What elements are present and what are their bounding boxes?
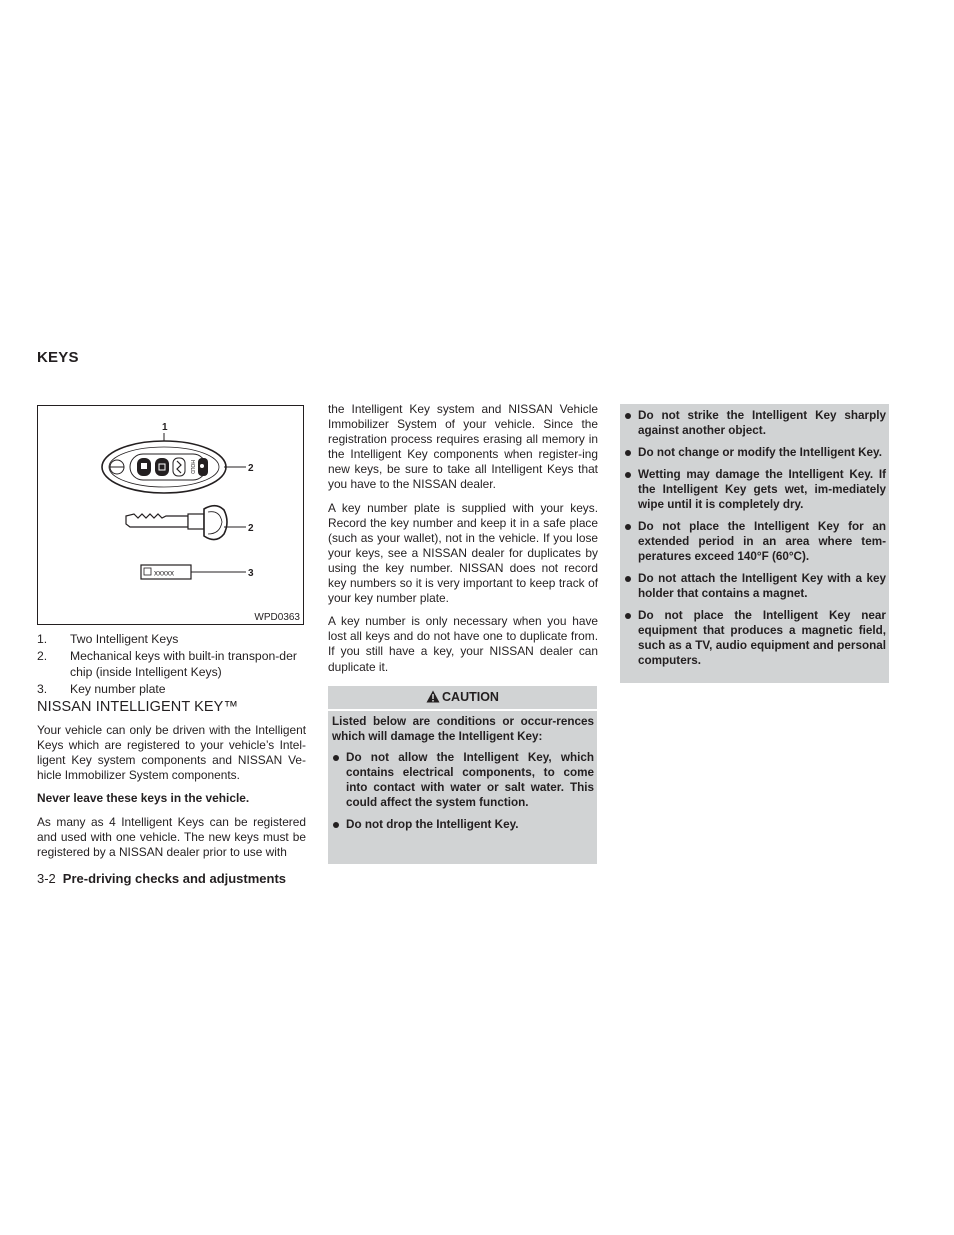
column-2 — [328, 402, 598, 683]
plate-text: xxxxx — [154, 568, 174, 578]
key-number-plate-icon — [141, 565, 191, 579]
caution-header — [328, 686, 597, 711]
page-footer — [37, 871, 286, 886]
caution-item: Do not strike the Intelligent Key sharply against another object. — [624, 408, 886, 438]
figure-legend — [37, 631, 305, 697]
keys-drawing — [38, 406, 305, 626]
paragraph: Your vehicle can only be driven with the Intelligent Keys which are registered to your vehicle’s Intel-ligent Key system components and NISSAN Ve-hicle Immobilizer System components. — [37, 723, 306, 783]
intelligent-key-icon — [102, 441, 226, 493]
bullet-icon — [333, 822, 339, 828]
caution-item: Do not drop the Intelligent Key. — [332, 817, 594, 832]
bullet-icon — [333, 755, 339, 761]
bullet-icon — [625, 576, 631, 582]
fob-hold-label: HOLD — [189, 460, 195, 474]
subsection-heading: NISSAN INTELLIGENT KEY™ — [37, 699, 239, 715]
legend-item: 2. Mechanical keys with built-in transpon-der chip (inside Intelligent Keys) — [37, 648, 297, 679]
caution-title: CAUTION — [442, 690, 499, 704]
paragraph: A key number is only necessary when you have lost all keys and do not have one to duplicate from. If you still have a key, your NISSAN dealer can duplicate it. — [328, 614, 598, 674]
legend-item: 1. Two Intelligent Keys — [37, 632, 179, 646]
callout-3: 3 — [248, 568, 254, 579]
warning-triangle-icon — [426, 690, 440, 703]
caution-intro: Listed below are conditions or occur-rences which will damage the Intelligent Key: — [332, 715, 594, 743]
bullet-icon — [625, 524, 631, 530]
callout-2b: 2 — [248, 523, 254, 534]
caution-list — [332, 750, 594, 832]
bullet-icon — [625, 613, 631, 619]
bullet-icon — [625, 450, 631, 456]
figure-code: WPD0363 — [254, 612, 300, 623]
paragraph: A key number plate is supplied with your keys. Record the key number and keep it in a safe place (such as your wallet), not in the vehicle. If you lose your keys, see a NISSAN dealer for duplicates by using the key number. NISSAN does not record key numbers so it is very important to keep track of your key number plate. — [328, 500, 598, 606]
legend-item: 3. Key number plate — [37, 681, 166, 696]
caution-body — [328, 711, 597, 832]
caution-item: Wetting may damage the Intelligent Key. If the Intelligent Key gets wet, im-mediately wipe until it is completely dry. — [624, 467, 886, 512]
callout-2a: 2 — [248, 463, 254, 474]
chapter-title: Pre-driving checks and adjustments — [62, 871, 287, 886]
caution-item: Do not allow the Intelligent Key, which contains electrical components, to come into contact with water or salt water. This could affect the system function. — [332, 750, 594, 810]
caution-item: Do not place the Intelligent Key near equipment that produces a magnetic field, such as a TV, audio equipment and personal computers. — [624, 608, 886, 668]
column-1 — [37, 700, 306, 868]
bullet-icon — [625, 472, 631, 478]
keys-illustration — [37, 405, 304, 625]
warning-statement: Never leave these keys in the vehicle. — [37, 791, 250, 806]
callout-1: 1 — [162, 422, 168, 433]
section-title: KEYS — [37, 349, 79, 366]
caution-box — [328, 686, 597, 864]
bullet-icon — [625, 413, 631, 419]
caution-continued-box — [620, 404, 889, 683]
caution-item: Do not change or modify the Intelligent Key. — [624, 445, 886, 460]
paragraph: As many as 4 Intelligent Keys can be registered and used with one vehicle. The new keys must be registered by a NISSAN dealer prior to use with — [37, 814, 306, 859]
paragraph: the Intelligent Key system and NISSAN Vehicle Immobilizer System of your vehicle. Since the registration process requires erasing all memory in the Intelligent Key components when register-ing new keys, be sure to take all Intelligent Keys that you have to the NISSAN dealer. — [328, 402, 598, 492]
caution-item: Do not place the Intelligent Key for an extended period in an area where tem-peratures exceed 140°F (60°C). — [624, 519, 886, 564]
caution-item: Do not attach the Intelligent Key with a key holder that contains a magnet. — [624, 571, 886, 601]
caution-continued-list — [620, 404, 889, 668]
mechanical-key-icon — [126, 506, 227, 540]
page-number: 3-2 — [37, 871, 56, 886]
